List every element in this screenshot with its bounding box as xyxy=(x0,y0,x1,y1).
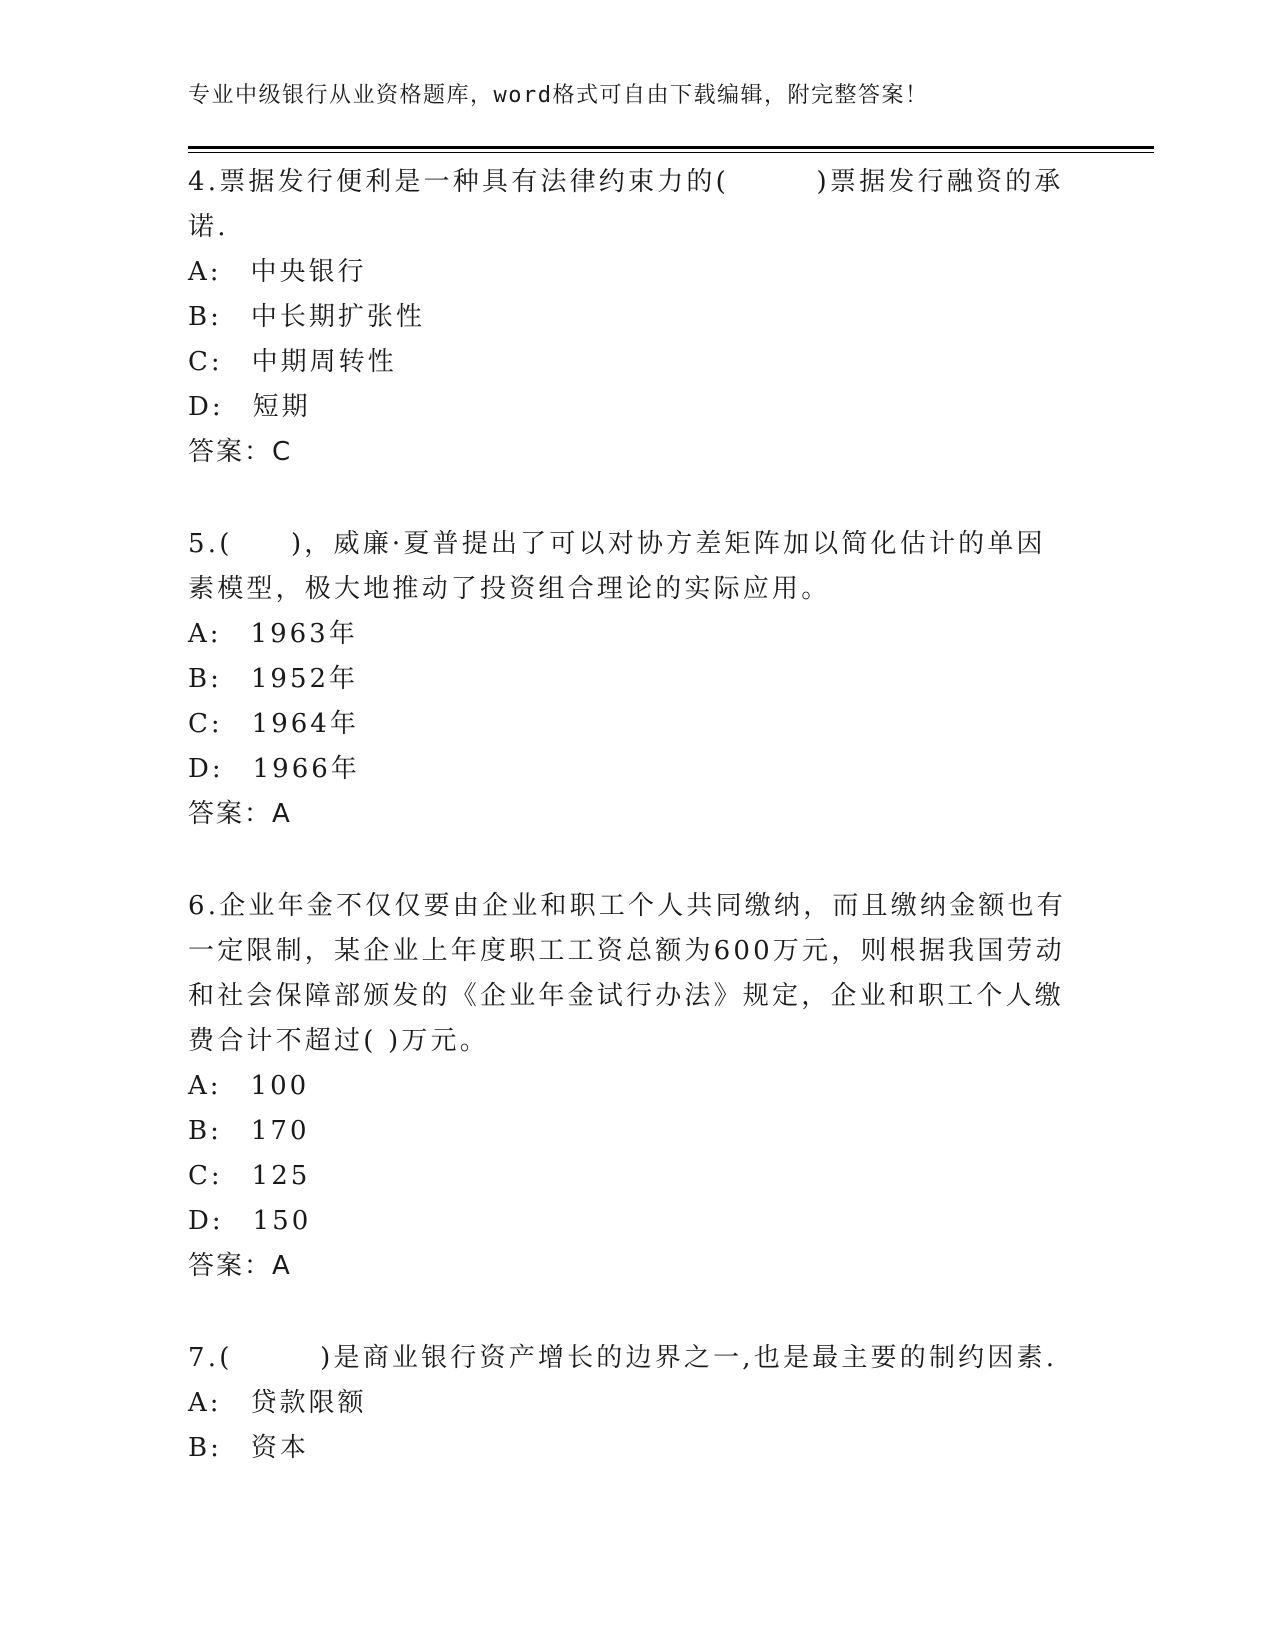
question-stem-line: 素模型，极大地推动了投资组合理论的实际应用。 xyxy=(188,574,831,604)
question-stem-line: 4.票据发行便利是一种具有法律约束力的( )票据发行融资的承 xyxy=(188,167,1064,197)
answer-line: 答案：A xyxy=(188,1251,292,1281)
option-c: C: 中期周转性 xyxy=(188,347,397,377)
question-stem-line: 7.( )是商业银行资产增长的边界之一,也是最主要的制约因素. xyxy=(188,1343,1058,1373)
question-stem-line: 和社会保障部颁发的《企业年金试行办法》规定，企业和职工个人缴 xyxy=(188,981,1065,1011)
question-stem-line: 一定限制，某企业上年度职工工资总额为600万元，则根据我国劳动 xyxy=(188,936,1065,966)
answer-line: 答案：C xyxy=(188,437,293,467)
question-spacer xyxy=(188,1289,1068,1336)
option-b: B: 资本 xyxy=(188,1433,309,1463)
question-stem-line: 费合计不超过( )万元。 xyxy=(188,1026,489,1056)
option-a: A: 贷款限额 xyxy=(188,1388,367,1418)
page-header: 专业中级银行从业资格题库，word格式可自由下载编辑，附完整答案！ xyxy=(188,83,929,108)
question-7 xyxy=(188,1336,1068,1471)
header-rule-thick xyxy=(188,146,1154,149)
question-list xyxy=(188,160,1068,1471)
option-d: D: 150 xyxy=(188,1206,312,1236)
option-c: C: 1964年 xyxy=(188,709,359,739)
question-spacer xyxy=(188,475,1068,522)
question-6 xyxy=(188,884,1068,1289)
option-b: B: 中长期扩张性 xyxy=(188,302,425,332)
question-4 xyxy=(188,160,1068,475)
question-stem-line: 诺. xyxy=(188,212,229,242)
question-spacer xyxy=(188,837,1068,884)
option-b: B: 170 xyxy=(188,1116,310,1146)
option-a: A: 100 xyxy=(188,1071,310,1101)
option-a: A: 中央银行 xyxy=(188,257,367,287)
answer-line: 答案：A xyxy=(188,799,292,829)
question-stem-line: 6.企业年金不仅仅要由企业和职工个人共同缴纳，而且缴纳金额也有 xyxy=(188,891,1067,921)
option-d: D: 1966年 xyxy=(188,754,360,784)
question-stem-line: 5.( )，威廉·夏普提出了可以对协方差矩阵加以简化估计的单因 xyxy=(188,529,1046,559)
option-c: C: 125 xyxy=(188,1161,311,1191)
option-a: A: 1963年 xyxy=(188,619,358,649)
option-b: B: 1952年 xyxy=(188,664,359,694)
question-5 xyxy=(188,522,1068,837)
header-rule-thin xyxy=(188,152,1154,153)
option-d: D: 短期 xyxy=(188,392,311,422)
